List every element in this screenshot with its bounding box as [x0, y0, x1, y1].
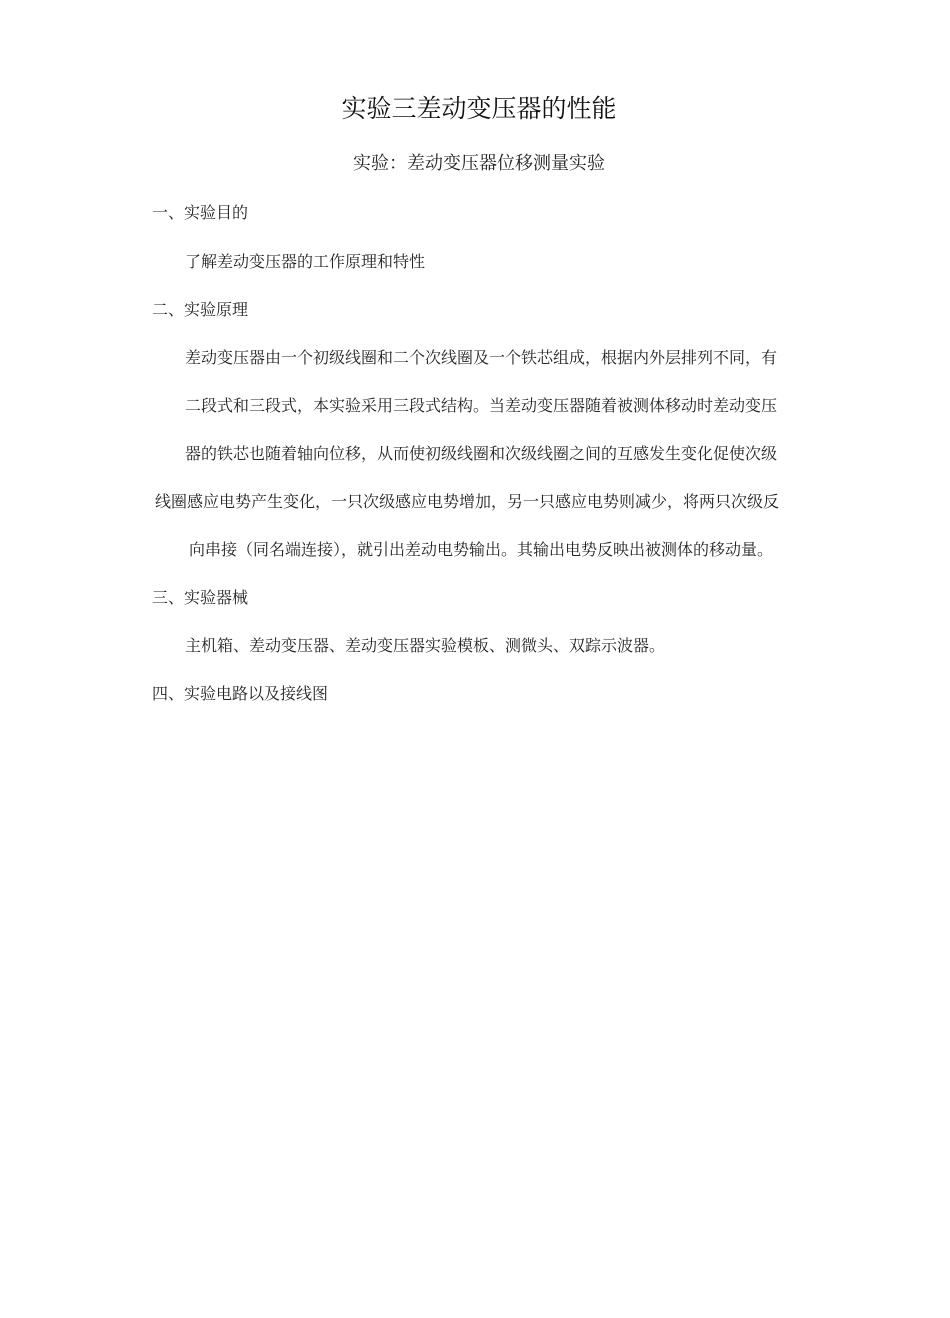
principle-line-2: 二段式和三段式，本实验采用三段式结构。当差动变压器随着被测体移动时差动变压 — [185, 396, 778, 415]
equipment-text: 主机箱、差动变压器、差动变压器实验模板、测微头、双踪示波器。 — [185, 636, 666, 655]
principle-line-5: 向串接（同名端连接），就引出差动电势输出。其输出电势反映出被测体的移动量。 — [189, 540, 774, 559]
document-title: 实验三差动变压器的性能 — [341, 94, 617, 123]
section-heading-circuit: 四、实验电路以及接线图 — [152, 684, 329, 703]
section-heading-purpose: 一、实验目的 — [152, 203, 249, 222]
principle-line-1: 差动变压器由一个初级线圈和二个次线圈及一个铁芯组成，根据内外层排列不同，有 — [185, 348, 778, 367]
principle-line-4: 线圈感应电势产生变化，一只次级感应电势增加，另一只感应电势则减少，将两只次级反 — [155, 492, 780, 511]
document-subtitle: 实验：差动变压器位移测量实验 — [353, 153, 605, 174]
purpose-text: 了解差动变压器的工作原理和特性 — [185, 252, 426, 271]
section-heading-equipment: 三、实验器械 — [152, 588, 249, 607]
section-heading-principle: 二、实验原理 — [152, 300, 249, 319]
principle-line-3: 器的铁芯也随着轴向位移，从而使初级线圈和次级线圈之间的互感发生变化促使次级 — [185, 444, 778, 463]
